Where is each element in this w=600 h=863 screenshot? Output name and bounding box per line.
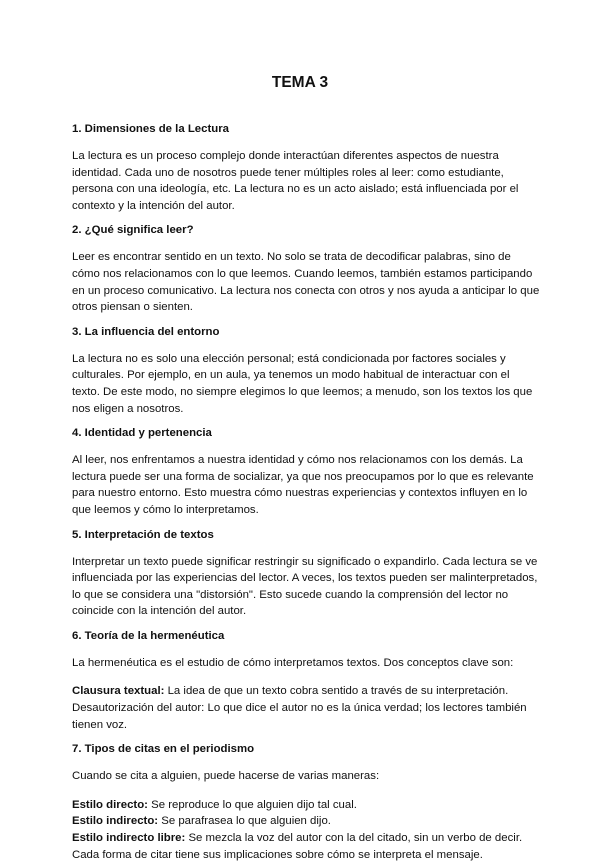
text-line bbox=[72, 181, 542, 198]
term-label: Estilo indirecto: bbox=[72, 815, 159, 828]
section-heading: 1. Dimensiones de la Lectura bbox=[72, 123, 229, 135]
line-text: persona con una ideología, etc. La lectura no es un acto aislado; está influenciada por el bbox=[72, 183, 519, 196]
paragraph bbox=[72, 148, 542, 214]
section bbox=[72, 742, 542, 863]
text-line bbox=[72, 655, 542, 672]
line-text: cómo nos relacionamos con lo que leemos. Cuando leemos, también estamos participando bbox=[72, 267, 533, 280]
line-text: Al leer, nos enfrentamos a nuestra identidad y cómo nos relacionamos con los demás. La bbox=[72, 454, 523, 467]
line-text: Desautorización del autor: Lo que dice el autor no es la única verdad; los lectores también bbox=[72, 702, 527, 715]
text-line bbox=[72, 700, 542, 717]
line-text: otros piensan o sienten. bbox=[72, 301, 193, 314]
text-line bbox=[72, 401, 542, 418]
paragraph bbox=[72, 554, 542, 620]
text-line bbox=[72, 683, 542, 700]
term-label: Estilo directo: bbox=[72, 798, 148, 811]
line-text: Se parafrasea lo que alguien dijo. bbox=[158, 815, 331, 828]
paragraph bbox=[72, 768, 542, 785]
line-text: Se mezcla la voz del autor con la del citado, sin un verbo de decir. bbox=[185, 832, 523, 845]
term-label: Clausura textual: bbox=[72, 685, 165, 698]
text-line bbox=[72, 249, 542, 266]
section-heading: 3. La influencia del entorno bbox=[72, 325, 220, 338]
line-text: que leemos y cómo lo interpretamos. bbox=[72, 503, 259, 516]
text-line bbox=[72, 148, 542, 165]
text-line bbox=[72, 165, 542, 182]
section-heading: 6. Teoría de la hermenéutica bbox=[72, 629, 225, 642]
line-text: Interpretar un texto puede significar restringir su significado o expandirlo. Cada lectura se ve bbox=[72, 555, 538, 568]
line-text: coincide con la intención del autor. bbox=[72, 605, 247, 618]
text-line bbox=[72, 485, 542, 502]
text-line bbox=[72, 469, 542, 486]
section-heading: 4. Identidad y pertenencia bbox=[72, 427, 212, 440]
text-line bbox=[72, 266, 542, 283]
text-line bbox=[72, 603, 542, 620]
text-line bbox=[72, 570, 542, 587]
line-text: para nuestro entorno. Esto muestra cómo nuestras experiencias y contextos influyen en lo bbox=[72, 487, 528, 500]
text-line bbox=[72, 813, 542, 830]
paragraph bbox=[72, 683, 542, 733]
page-title: TEMA 3 bbox=[271, 74, 329, 91]
section bbox=[72, 426, 542, 518]
line-text: identidad. Cada uno de nosotros puede tener múltiples roles al leer: como estudiante, bbox=[72, 166, 504, 179]
text-line bbox=[72, 198, 542, 215]
text-line bbox=[72, 283, 542, 300]
text-line bbox=[72, 299, 542, 316]
line-text: Cuando se cita a alguien, puede hacerse de varias maneras: bbox=[72, 770, 380, 783]
line-text: contexto y la intención del autor. bbox=[72, 199, 235, 212]
text-line bbox=[72, 351, 542, 368]
text-line bbox=[72, 717, 542, 734]
paragraph bbox=[72, 797, 542, 863]
section-heading: 5. Interpretación de textos bbox=[72, 528, 214, 541]
term-label: Estilo indirecto libre: bbox=[72, 832, 186, 845]
text-line bbox=[72, 502, 542, 519]
line-text: lectura puede ser una forma de socializar, ya que nos preocupamos por lo que es relevante bbox=[72, 470, 534, 483]
line-text: en un proceso comunicativo. La lectura nos conecta con otros y nos ayuda a anticipar lo que bbox=[72, 284, 540, 297]
text-line bbox=[72, 554, 542, 571]
line-text: Cada forma de citar tiene sus implicaciones sobre cómo se interpreta el mensaje. bbox=[72, 848, 483, 861]
text-line bbox=[72, 587, 542, 604]
line-text: Se reproduce lo que alguien dijo tal cual. bbox=[147, 798, 357, 811]
text-line bbox=[72, 367, 542, 384]
line-text: La lectura no es solo una elección personal; está condicionada por factores sociales y bbox=[72, 352, 506, 365]
text-line bbox=[72, 768, 542, 785]
text-line bbox=[72, 384, 542, 401]
line-text: tienen voz. bbox=[72, 718, 128, 731]
document-body bbox=[72, 122, 542, 863]
paragraph bbox=[72, 351, 542, 417]
line-text: La hermenéutica es el estudio de cómo interpretamos textos. Dos conceptos clave son: bbox=[72, 656, 514, 669]
section bbox=[72, 325, 542, 417]
line-text: influenciada por las experiencias del lector. A veces, los textos pueden ser malinterpretados, bbox=[72, 572, 538, 585]
line-text: culturales. Por ejemplo, en un aula, ya tenemos un modo habitual de interactuar con el bbox=[72, 369, 510, 382]
paragraph bbox=[72, 655, 542, 672]
line-text: Leer es encontrar sentido en un texto. No solo se trata de decodificar palabras, sino de bbox=[72, 251, 511, 264]
section bbox=[72, 122, 542, 214]
line-text: lo que se considera una "distorsión". Esto sucede cuando la comprensión del lector no bbox=[72, 588, 509, 601]
paragraph bbox=[72, 249, 542, 315]
section-heading: 7. Tipos de citas en el periodismo bbox=[72, 743, 255, 756]
section bbox=[72, 223, 542, 315]
line-text: nos eligen a nosotros. bbox=[72, 402, 184, 415]
section bbox=[72, 528, 542, 620]
section-heading: 2. ¿Qué significa leer? bbox=[72, 224, 194, 237]
line-text: texto. De este modo, no siempre elegimos lo que leemos; a menudo, son los textos los que bbox=[72, 385, 533, 398]
line-text: La lectura es un proceso complejo donde interactúan diferentes aspectos de nuestra bbox=[72, 150, 499, 162]
line-text: La idea de que un texto cobra sentido a través de su interpretación. bbox=[164, 685, 509, 698]
section bbox=[72, 629, 542, 733]
text-line bbox=[72, 847, 542, 863]
text-line bbox=[72, 452, 542, 469]
text-line bbox=[72, 830, 542, 847]
paragraph bbox=[72, 452, 542, 518]
text-line bbox=[72, 797, 542, 814]
